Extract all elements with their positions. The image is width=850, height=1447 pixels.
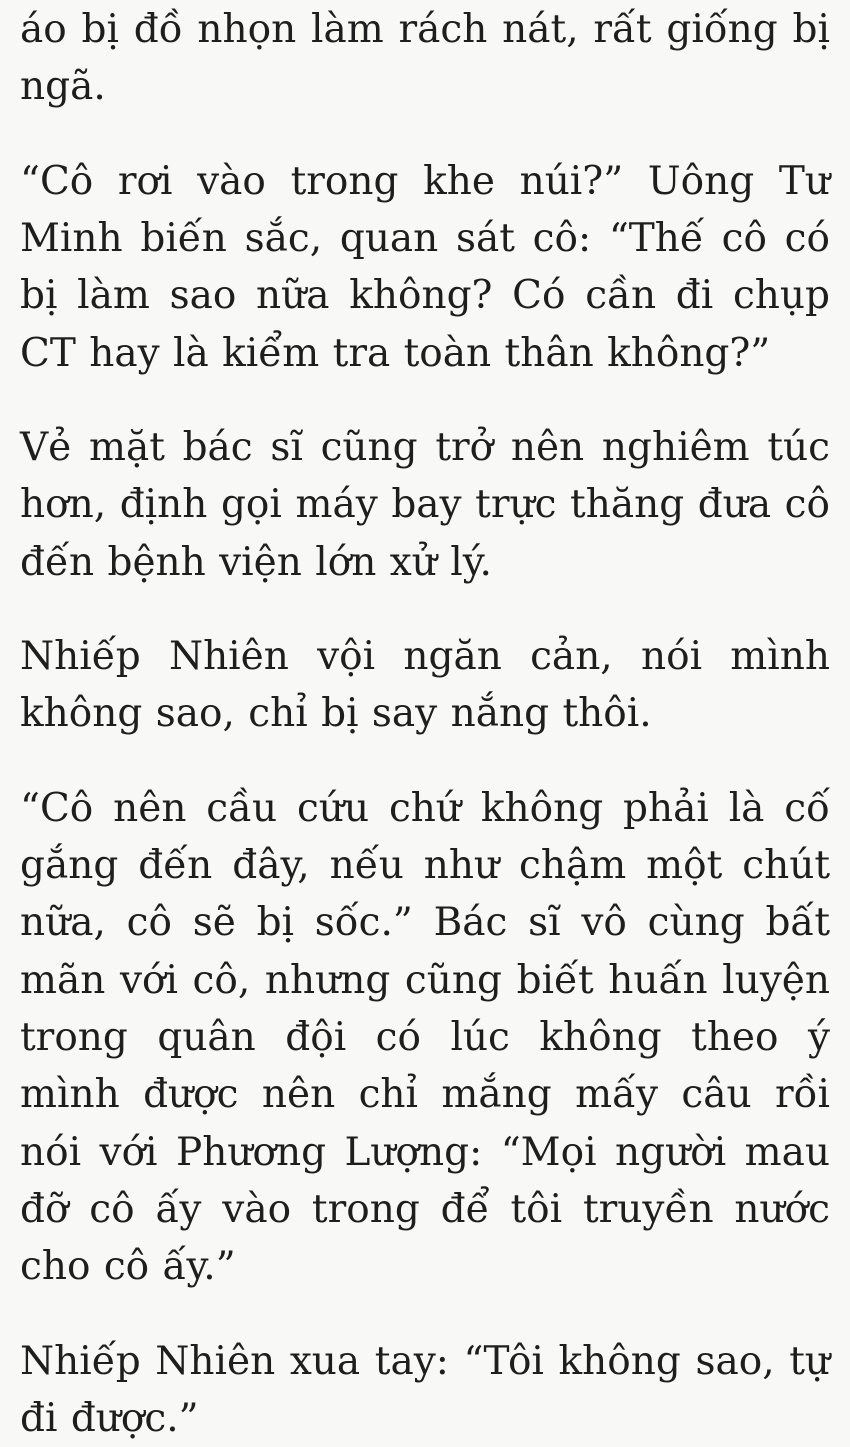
paragraph: áo bị đồ nhọn làm rách nát, rất giống bị ngã. bbox=[20, 7, 830, 110]
paragraph: “Cô rơi vào trong khe núi?” Uông Tư Minh biến sắc, quan sát cô: “Thế cô có bị làm sao nữa không? Có cần đi chụp CT hay là kiểm tra toàn thân không?” bbox=[20, 158, 830, 376]
paragraph: Nhiếp Nhiên vội ngăn cản, nói mình không sao, chỉ bị say nắng thôi. bbox=[20, 633, 830, 737]
paragraph: “Cô nên cầu cứu chứ không phải là cố gắng đến đây, nếu như chậm một chút nữa, cô sẽ bị sốc.” Bác sĩ vô cùng bất mãn với cô, nhưng cũng biết huấn luyện trong quân đội có lúc không theo ý mình được nên chỉ mắng mấy câu rồi nói với Phương Lượng: “Mọi người mau đỡ cô ấy vào trong để tôi truyền nước cho cô ấy.” bbox=[20, 785, 830, 1290]
paragraph: Nhiếp Nhiên xua tay: “Tôi không sao, tự đi được.” bbox=[20, 1338, 830, 1441]
paragraph: Vẻ mặt bác sĩ cũng trở nên nghiêm túc hơn, định gọi máy bay trực thăng đưa cô đến bệnh viện lớn xử lý. bbox=[20, 424, 830, 585]
